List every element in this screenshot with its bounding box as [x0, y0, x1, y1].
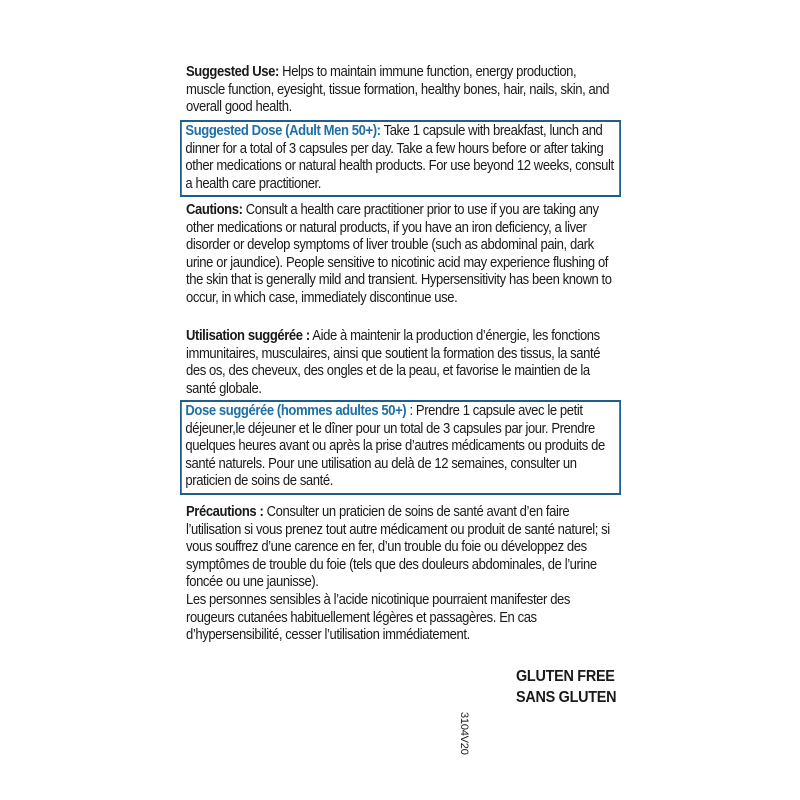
- cautions-fr-text-2: Les personnes sensibles à l’acide nicotinique pourraient manifester des rougeurs cutanées habituellement légères et passagères. En cas d’hypersensibilité, cesser l’utilisation immédiatement.: [186, 591, 571, 644]
- cautions-fr-heading: Précautions :: [186, 504, 264, 520]
- suggested-use-en-text: Helps to maintain immune function, energy production, muscle function, eyesight, tissue formation, healthy bones, hair, nails, skin, and overall good health.: [186, 64, 610, 116]
- cautions-en-heading: Cautions:: [186, 202, 243, 218]
- gluten-free-badge: [516, 666, 616, 708]
- gluten-free-fr: SANS GLUTEN: [516, 689, 617, 706]
- suggested-use-fr-text: Aide à maintenir la production d’énergie, les fonctions immunitaires, musculaires, ainsi que soutient la formation des tissus, la santé des os, des cheveux, des ongles et de la peau, et favorise le maintien de la santé globale.: [186, 328, 601, 397]
- suggested-use-fr: [186, 328, 616, 398]
- suggested-dose-fr-heading: Dose suggérée (hommes adultes 50+): [185, 403, 407, 419]
- suggested-dose-en-text: Take 1 capsule with breakfast, lunch and dinner for a total of 3 capsules per day. Take a few hours before or after taking other medications or natural health products. For use beyond 12 weeks, consult a health care practitioner.: [185, 123, 614, 192]
- suggested-dose-fr-text: : Prendre 1 capsule avec le petit déjeuner,le déjeuner et le dîner pour un total de 3 capsules par jour. Prendre quelques heures avant ou après la prise d’autres médicaments ou produits de santé naturels. Pour une utilisation au delà de 12 semaines, consulter un praticien de soins de santé.: [185, 403, 605, 490]
- label-code: 3104V20: [458, 712, 470, 755]
- suggested-dose-en-heading: Suggested Dose (Adult Men 50+):: [185, 123, 381, 139]
- suggested-dose-en-box: [180, 120, 621, 197]
- gluten-free-en: GLUTEN FREE: [516, 668, 615, 685]
- suggested-dose-fr-box: [180, 400, 621, 495]
- suggested-use-en-heading: Suggested Use:: [186, 64, 279, 80]
- cautions-fr-text: Consulter un praticien de soins de santé avant d’en faire l’utilisation si vous prenez tout autre médicament ou produit de santé naturel; si vous souffrez d’une carence en fer, d’un trouble du foie ou développez des symptômes de trouble du foie (tels que des douleurs abdominales, de l’urine foncée ou une jaunisse).: [186, 504, 610, 591]
- cautions-en-text: Consult a health care practitioner prior to use if you are taking any other medications or natural products, if you have an iron deficiency, a liver disorder or develop symptoms of liver trouble (such as abdominal pain, dark urine or jaundice). People sensitive to nicotinic acid may experience flushing of the skin that is generally mild and transient. Hypersensitivity has been known to occur, in which case, immediately discontinue use.: [186, 202, 612, 306]
- cautions-en: [186, 202, 616, 308]
- cautions-fr: [186, 504, 616, 645]
- suggested-use-en: [186, 64, 616, 117]
- suggested-use-fr-heading: Utilisation suggérée :: [186, 328, 310, 344]
